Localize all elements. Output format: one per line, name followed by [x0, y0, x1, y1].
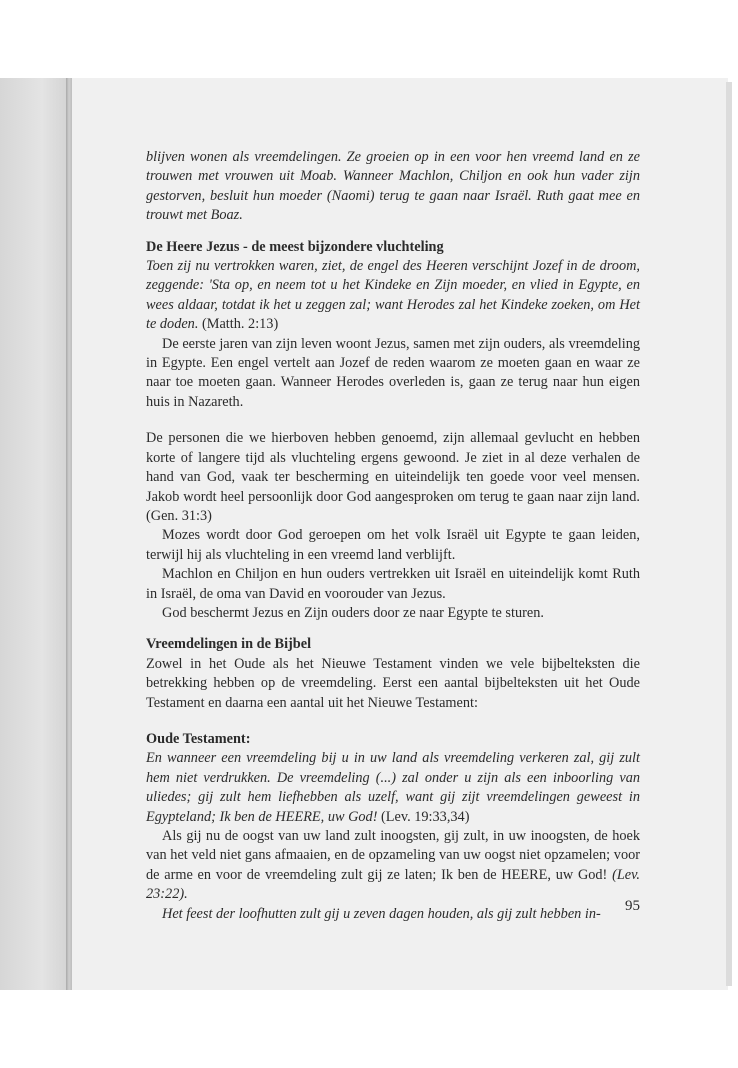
- summary-paragraph-2: Mozes wordt door God geroepen om het volk Israël uit Egypte te gaan leiden, terwijl hij als vluchteling in een vreemd land verblijft.: [146, 527, 640, 563]
- quote-matthew-text: Toen zij nu vertrokken waren, ziet, de engel des Heeren verschijnt Jozef in de droom, zeggende: 'Sta op, en neem tot u het Kindeke en Zijn moeder, en vlied in Egypte, en wees aldaar, totdat ik het u zeggen zal; want Herodes zal het Kindeke zoeken, om Het te doden.: [146, 258, 640, 333]
- summary-paragraph-1: De personen die we hierboven hebben genoemd, zijn allemaal gevlucht en hebben korte of langere tijd als vluchteling ergens gewoond. Je ziet in al deze verhalen de hand van God, vaak ter bescherming en uiteindelijk ten goede voor veel mensen. Jakob wordt heel persoonlijk door God aangesproken om terug te gaan naar zijn land. (Gen. 31:3): [146, 430, 640, 524]
- facing-page: [0, 78, 70, 990]
- page-number: 95: [625, 898, 640, 914]
- page-edge: [726, 82, 732, 986]
- quote-loofhutten: Het feest der loofhutten zult gij u zeven dagen houden, als gij zult hebben in-: [162, 905, 601, 922]
- section-heading-oude-testament: Oude Testament:: [146, 730, 251, 747]
- paragraph-leviticus-23-ref: (Lev. 23:22).: [146, 866, 640, 903]
- quote-matthew: [146, 257, 640, 335]
- quote-matthew-ref: (Matth. 2:13): [198, 316, 279, 333]
- paragraph-jezus: De eerste jaren van zijn leven woont Jezus, samen met zijn ouders, als vreemdeling in Egypte. Een engel vertelt aan Jozef de reden waarom ze moeten gaan en waar ze naar toe moeten gaan. Wanneer Herodes overleden is, gaan ze terug naar hun eigen huis in Nazareth.: [146, 335, 640, 410]
- quote-leviticus-19-text: En wanneer een vreemdeling bij u in uw land als vreemdeling verkeren zal, gij zult hem niet verdrukken. De vreemdeling (...) zal onder u zijn als een inboorling van uliedes; gij zult hem liefhebben als uzelf, want gij zijt vreemdelingen geweest in Egypteland; Ik ben de HEERE, uw God!: [146, 750, 640, 825]
- quote-leviticus-19: [146, 749, 640, 827]
- page-text: [146, 148, 640, 924]
- opening-paragraph: blijven wonen als vreemdelingen. Ze groeien op in een voor hen vreemd land en ze trouwen met vrouwen uit Moab. Wanneer Machlon, Chiljon en ook hun vader zijn gestorven, besluit hun moeder (Naomi) terug te gaan naar Israël. Ruth gaat mee en trouwt met Boaz.: [146, 149, 640, 224]
- summary-paragraph-4: God beschermt Jezus en Zijn ouders door ze naar Egypte te sturen.: [162, 604, 544, 621]
- summary-paragraph-3: Machlon en Chiljon en hun ouders vertrekken uit Israël en uiteindelijk komt Ruth in Israël, de oma van David en voorouder van Jezus.: [146, 566, 640, 602]
- book-spine: [66, 78, 72, 990]
- paragraph-leviticus-23: [146, 827, 640, 905]
- paragraph-leviticus-23-text: Als gij nu de oogst van uw land zult inoogsten, gij zult, in uw inoogsten, de hoek van het veld niet gans afmaaien, en de opzameling van uw oogst niet opzamelen; voor de arme en voor de vreemdeling zult gij ze laten; Ik ben de HEERE, uw God!: [146, 828, 640, 883]
- section-heading-vreemdelingen: Vreemdelingen in de Bijbel: [146, 636, 312, 653]
- section-heading-jezus: De Heere Jezus - de meest bijzondere vluchteling: [146, 238, 444, 255]
- quote-leviticus-19-ref: (Lev. 19:33,34): [377, 808, 470, 825]
- paragraph-vreemdelingen: Zowel in het Oude als het Nieuwe Testament vinden we vele bijbelteksten die betrekking hebben op de vreemdeling. Eerst een aantal bijbelteksten uit het Oude Testament en daarna een aantal uit het Nieuwe Testament:: [146, 655, 640, 711]
